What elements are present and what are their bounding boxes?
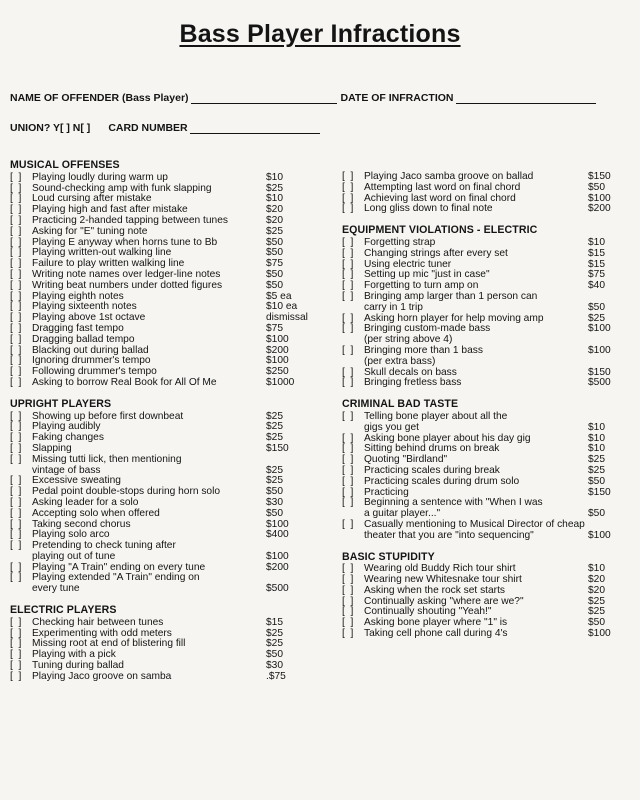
infraction-text: Failure to play written walking line — [32, 258, 185, 270]
fine-amount: $10 ea — [266, 301, 298, 313]
infraction-text: Forgetting strap — [364, 236, 436, 248]
checkbox[interactable]: [ ] — [10, 660, 22, 672]
infraction-item — [342, 183, 634, 194]
checkbox[interactable]: [ ] — [342, 344, 354, 356]
checkbox[interactable]: [ ] — [10, 268, 22, 280]
section-title: EQUIPMENT VIOLATIONS - ELECTRIC — [342, 224, 538, 237]
infraction-text: Quoting "Birdland" — [364, 454, 448, 466]
checkbox[interactable]: [ ] — [10, 355, 22, 367]
infraction-text: Changing strings after every set — [364, 247, 508, 259]
infraction-item — [342, 423, 634, 434]
infraction-text: Asking for "E" tuning note — [32, 225, 148, 237]
fine-amount: $10 — [588, 563, 605, 575]
section-title: ELECTRIC PLAYERS — [10, 604, 117, 617]
fine-amount: $150 — [588, 171, 611, 182]
infraction-text: Using electric tuner — [364, 258, 452, 270]
checkbox[interactable]: [ ] — [10, 225, 22, 237]
infraction-text: Showing up before first downbeat — [32, 410, 184, 422]
fine-amount: $50 — [588, 508, 605, 520]
fine-amount: $50 — [266, 279, 283, 291]
checkbox[interactable]: [ ] — [342, 290, 354, 302]
fine-amount: $1000 — [266, 376, 295, 388]
fine-amount: $100 — [588, 344, 611, 356]
infraction-text: Asking horn player for help moving amp — [364, 312, 544, 324]
infraction-item — [342, 357, 634, 368]
infraction-text: Playing Jaco groove on samba — [32, 670, 172, 682]
checkbox[interactable]: [ ] — [342, 595, 354, 607]
checkbox[interactable]: [ ] — [10, 638, 22, 650]
infraction-text: Playing with a pick — [32, 649, 116, 661]
infraction-text: Asking to borrow Real Book for All Of Me — [32, 376, 217, 388]
fine-amount: $100 — [266, 518, 289, 530]
section-upright-players — [10, 399, 316, 595]
checkbox[interactable]: [ ] — [342, 280, 354, 292]
fine-amount: $150 — [588, 486, 611, 498]
checkbox[interactable]: [ ] — [342, 236, 354, 248]
fine-amount: $250 — [266, 366, 289, 378]
fine-amount: $75 — [266, 322, 283, 334]
fine-amount: $500 — [266, 583, 289, 595]
infraction-text: Playing "A Train" ending on every tune — [32, 561, 206, 573]
infraction-text: Continually shouting "Yeah!" — [364, 606, 492, 618]
checkbox[interactable]: [ ] — [342, 563, 354, 575]
fine-amount: $200 — [266, 344, 289, 356]
offender-field-row — [10, 92, 596, 104]
fine-amount: $20 — [266, 204, 283, 216]
fine-amount: $50 — [266, 507, 283, 519]
right-column — [342, 172, 634, 650]
infraction-text: Excessive sweating — [32, 475, 121, 487]
infraction-item — [10, 227, 316, 238]
checkbox[interactable]: [ ] — [342, 606, 354, 618]
checkbox[interactable]: [ ] — [10, 410, 22, 422]
fine-amount: $200 — [588, 203, 611, 215]
checkbox[interactable]: [ ] — [342, 377, 354, 389]
fine-amount: $15 — [266, 616, 283, 628]
infraction-text: Missing tutti lick, then mentioning — [32, 453, 182, 465]
checkbox[interactable]: [ ] — [10, 182, 22, 194]
section-criminal-bad-taste — [342, 399, 634, 541]
infraction-text: Practicing scales during drum solo — [364, 475, 520, 487]
checkbox[interactable]: [ ] — [10, 432, 22, 444]
infraction-text: Accepting solo when offered — [32, 507, 160, 519]
infraction-item — [10, 378, 316, 389]
checkbox[interactable]: [ ] — [10, 475, 22, 487]
infraction-text: carry in 1 trip — [364, 301, 423, 313]
infraction-text: gigs you get — [364, 421, 419, 433]
infraction-text: Wearing old Buddy Rich tour shirt — [364, 563, 516, 575]
checkbox[interactable]: [ ] — [10, 247, 22, 259]
checkbox[interactable]: [ ] — [10, 518, 22, 530]
infraction-item — [10, 173, 316, 184]
fine-amount: $25 — [266, 475, 283, 487]
fine-amount: $10 — [266, 171, 283, 183]
infraction-item — [342, 204, 634, 215]
fine-amount: $10 — [588, 443, 605, 455]
checkbox[interactable]: [ ] — [10, 376, 22, 388]
fine-amount: $20 — [588, 574, 605, 586]
union-label: UNION? Y[ ] N[ ] — [10, 122, 91, 134]
infraction-text: Telling bone player about all the — [364, 410, 508, 422]
fine-amount: $30 — [266, 496, 283, 508]
fine-amount: $75 — [588, 269, 605, 281]
infraction-text: Playing sixteenth notes — [32, 301, 137, 313]
section-equipment-violations-electric — [342, 225, 634, 389]
date-label: DATE OF INFRACTION — [340, 92, 454, 104]
section-title: MUSICAL OFFENSES — [10, 159, 120, 171]
checkbox[interactable]: [ ] — [342, 203, 354, 215]
fine-amount: $15 — [588, 247, 605, 259]
infraction-item — [10, 672, 316, 683]
fine-amount: $15 — [588, 258, 605, 270]
infraction-text: Attempting last word on final chord — [364, 181, 521, 193]
checkbox[interactable]: [ ] — [342, 464, 354, 476]
fine-amount: $50 — [266, 268, 283, 280]
infraction-text: Asking leader for a solo — [32, 496, 139, 508]
infraction-text: Achieving last word on final chord — [364, 192, 516, 204]
infraction-text: Following drummer's tempo — [32, 366, 157, 378]
infraction-text: Playing loudly during warm up — [32, 171, 168, 183]
checkbox[interactable]: [ ] — [10, 507, 22, 519]
fine-amount: $50 — [266, 486, 283, 498]
checkbox[interactable]: [ ] — [10, 561, 22, 573]
checkbox[interactable]: [ ] — [342, 486, 354, 498]
infraction-text: Asking bone player where "1" is — [364, 617, 508, 629]
checkbox[interactable]: [ ] — [10, 344, 22, 356]
fine-amount: dismissal — [266, 312, 308, 324]
infraction-text: Bringing amp larger than 1 person can — [364, 290, 538, 302]
infraction-text: playing out of tune — [32, 550, 116, 562]
checkbox[interactable]: [ ] — [342, 628, 354, 640]
infraction-item — [10, 335, 316, 346]
fine-amount: $25 — [266, 410, 283, 422]
fine-amount: $10 — [588, 432, 605, 444]
fine-amount: $25 — [266, 432, 283, 444]
section-title: CRIMINAL BAD TASTE — [342, 398, 459, 411]
checkbox[interactable]: [ ] — [342, 323, 354, 335]
fine-amount: $25 — [266, 421, 283, 433]
infraction-item — [10, 584, 316, 595]
offender-name-blank[interactable] — [191, 102, 337, 104]
fine-amount: $25 — [266, 225, 283, 237]
section-title: BASIC STUPIDITY — [342, 550, 435, 563]
infraction-text: Dragging ballad tempo — [32, 333, 135, 345]
section-basic-stupidity — [342, 552, 634, 640]
page-title: Bass Player Infractions — [179, 20, 461, 48]
fine-amount: $25 — [588, 454, 605, 466]
infraction-text: Long gliss down to final note — [364, 203, 493, 215]
infraction-text: Writing note names over ledger-line notes — [32, 268, 221, 280]
infraction-item — [342, 477, 634, 488]
section-musical-offenses — [10, 160, 316, 389]
infraction-text: (per string above 4) — [364, 334, 453, 346]
checkbox[interactable]: [ ] — [342, 410, 354, 422]
checkbox[interactable]: [ ] — [10, 214, 22, 226]
fine-amount: $100 — [266, 550, 289, 562]
infraction-text: Taking cell phone call during 4's — [364, 628, 508, 640]
checkbox[interactable]: [ ] — [10, 453, 22, 465]
infraction-text: Playing above 1st octave — [32, 312, 146, 324]
infraction-item — [342, 303, 634, 314]
checkbox[interactable]: [ ] — [10, 421, 22, 433]
card-number-blank[interactable] — [190, 132, 320, 134]
fine-amount: $25 — [266, 627, 283, 639]
offender-label: NAME OF OFFENDER (Bass Player) — [10, 92, 189, 104]
fine-amount: $100 — [588, 192, 611, 204]
fine-amount: $10 — [266, 193, 283, 205]
checkbox[interactable]: [ ] — [342, 181, 354, 193]
checkbox[interactable]: [ ] — [10, 193, 22, 205]
checkbox[interactable]: [ ] — [342, 584, 354, 596]
fine-amount: $50 — [266, 247, 283, 259]
fine-amount: $25 — [588, 312, 605, 324]
fine-amount: $75 — [266, 258, 283, 270]
infraction-text: Pedal point double-stops during horn solo — [32, 486, 221, 498]
section-continued — [342, 172, 634, 215]
fine-amount: $50 — [588, 181, 605, 193]
infraction-item — [342, 249, 634, 260]
checkbox[interactable]: [ ] — [10, 529, 22, 541]
fine-amount: $100 — [266, 355, 289, 367]
infraction-text: Checking hair between tunes — [32, 616, 164, 628]
checkbox[interactable]: [ ] — [10, 572, 22, 584]
infraction-text: Faking changes — [32, 432, 104, 444]
infraction-text: Tuning during ballad — [32, 660, 124, 672]
fine-amount: $25 — [266, 464, 283, 476]
fine-amount: $50 — [266, 236, 283, 248]
date-blank[interactable] — [456, 102, 596, 104]
checkbox[interactable]: [ ] — [342, 258, 354, 270]
left-column — [10, 160, 316, 693]
fine-amount: $200 — [266, 561, 289, 573]
checkbox[interactable]: [ ] — [10, 236, 22, 248]
infraction-text: Bringing custom-made bass — [364, 323, 491, 335]
fine-amount: $50 — [588, 617, 605, 629]
infraction-text: Pretending to check tuning after — [32, 540, 176, 552]
checkbox[interactable]: [ ] — [342, 269, 354, 281]
infraction-text: a guitar player..." — [364, 508, 441, 520]
infraction-text: Continually asking "where are we?" — [364, 595, 524, 607]
fine-amount: $10 — [588, 236, 605, 248]
checkbox[interactable]: [ ] — [10, 616, 22, 628]
infraction-text: Blacking out during ballad — [32, 344, 149, 356]
fine-amount: $50 — [588, 301, 605, 313]
infraction-text: Playing solo arco — [32, 529, 110, 541]
infraction-text: Bringing more than 1 bass — [364, 344, 483, 356]
fine-amount: $500 — [588, 377, 611, 389]
fine-amount: $25 — [266, 638, 283, 650]
infraction-item — [342, 629, 634, 640]
infraction-text: Practicing scales during break — [364, 464, 500, 476]
checkbox[interactable]: [ ] — [10, 279, 22, 291]
fine-amount: $50 — [588, 475, 605, 487]
checkbox[interactable]: [ ] — [10, 204, 22, 216]
infraction-text: Playing extended "A Train" ending on — [32, 572, 200, 584]
checkbox[interactable]: [ ] — [342, 247, 354, 259]
checkbox[interactable]: [ ] — [10, 322, 22, 334]
fine-amount: $150 — [588, 366, 611, 378]
infraction-text: Sound-checking amp with funk slapping — [32, 182, 212, 194]
infraction-text: Experimenting with odd meters — [32, 627, 172, 639]
checkbox[interactable]: [ ] — [10, 627, 22, 639]
checkbox[interactable]: [ ] — [342, 475, 354, 487]
infraction-text: every tune — [32, 583, 80, 595]
fine-amount: $5 ea — [266, 290, 292, 302]
checkbox[interactable]: [ ] — [10, 171, 22, 183]
checkbox[interactable]: [ ] — [342, 366, 354, 378]
infraction-text: Sitting behind drums on break — [364, 443, 500, 455]
checkbox[interactable]: [ ] — [10, 258, 22, 270]
fine-amount: $50 — [266, 649, 283, 661]
infraction-text: Wearing new Whitesnake tour shirt — [364, 574, 522, 586]
infraction-text: Forgetting to turn amp on — [364, 280, 479, 292]
checkbox[interactable]: [ ] — [10, 670, 22, 682]
union-field-row — [10, 122, 320, 134]
checkbox[interactable]: [ ] — [342, 574, 354, 586]
infraction-text: Ignoring drummer's tempo — [32, 355, 151, 367]
checkbox[interactable]: [ ] — [342, 312, 354, 324]
fine-amount: $40 — [588, 280, 605, 292]
checkbox[interactable]: [ ] — [10, 312, 22, 324]
checkbox[interactable]: [ ] — [342, 192, 354, 204]
infraction-text: Skull decals on bass — [364, 366, 457, 378]
infraction-item — [342, 378, 634, 389]
infraction-text: Casually mentioning to Musical Director of cheap — [364, 518, 585, 530]
fine-amount: $150 — [266, 442, 289, 454]
infraction-text: Dragging fast tempo — [32, 322, 124, 334]
checkbox[interactable]: [ ] — [342, 518, 354, 530]
checkbox[interactable]: [ ] — [342, 497, 354, 509]
infraction-text: Playing written-out walking line — [32, 247, 172, 259]
checkbox[interactable]: [ ] — [10, 486, 22, 498]
fine-amount: $25 — [266, 182, 283, 194]
infraction-text: Playing high and fast after mistake — [32, 204, 188, 216]
infraction-item — [342, 531, 634, 542]
fine-amount: $25 — [588, 464, 605, 476]
checkbox[interactable]: [ ] — [10, 540, 22, 552]
checkbox[interactable]: [ ] — [342, 443, 354, 455]
checkbox[interactable]: [ ] — [342, 454, 354, 466]
infraction-text: Practicing — [364, 486, 409, 498]
checkbox[interactable]: [ ] — [342, 617, 354, 629]
checkbox[interactable]: [ ] — [10, 301, 22, 313]
infraction-text: (per extra bass) — [364, 355, 436, 367]
fine-amount: $100 — [588, 628, 611, 640]
checkbox[interactable]: [ ] — [10, 649, 22, 661]
infraction-item — [10, 509, 316, 520]
infraction-text: Playing eighth notes — [32, 290, 124, 302]
fine-amount: $20 — [266, 214, 283, 226]
section-title: UPRIGHT PLAYERS — [10, 397, 112, 410]
infraction-item — [10, 455, 316, 466]
infraction-text: Missing root at end of blistering fill — [32, 638, 186, 650]
fine-amount: $30 — [266, 660, 283, 672]
infraction-text: Asking bone player about his day gig — [364, 432, 531, 444]
infraction-text: Writing beat numbers under dotted figures — [32, 279, 223, 291]
fine-amount: $10 — [588, 421, 605, 433]
infraction-text: Playing Jaco samba groove on ballad — [364, 171, 534, 182]
checkbox[interactable]: [ ] — [10, 366, 22, 378]
card-number-label: CARD NUMBER — [108, 122, 188, 134]
fine-amount: $25 — [588, 595, 605, 607]
infraction-text: Asking when the rock set starts — [364, 584, 505, 596]
fine-amount: $400 — [266, 529, 289, 541]
section-electric-players — [10, 605, 316, 683]
fine-amount: $100 — [588, 529, 611, 541]
fine-amount: .$75 — [266, 670, 286, 682]
infraction-text: Playing audibly — [32, 421, 101, 433]
checkbox[interactable]: [ ] — [10, 290, 22, 302]
infraction-text: Slapping — [32, 442, 72, 454]
infraction-text: theater that you are "into sequencing" — [364, 529, 534, 541]
fine-amount: $100 — [588, 323, 611, 335]
infraction-text: Loud cursing after mistake — [32, 193, 152, 205]
infraction-text: Bringing fretless bass — [364, 377, 462, 389]
checkbox[interactable]: [ ] — [10, 333, 22, 345]
checkbox[interactable]: [ ] — [342, 171, 354, 182]
infraction-item — [10, 281, 316, 292]
infraction-text: Taking second chorus — [32, 518, 131, 530]
checkbox[interactable]: [ ] — [10, 442, 22, 454]
fine-amount: $100 — [266, 333, 289, 345]
fine-amount: $25 — [588, 606, 605, 618]
infraction-text: Setting up mic "just in case" — [364, 269, 490, 281]
fine-amount: $20 — [588, 584, 605, 596]
infraction-text: Practicing 2-handed tapping between tunes — [32, 214, 228, 226]
infraction-text: Beginning a sentence with "When I was — [364, 497, 543, 509]
checkbox[interactable]: [ ] — [10, 496, 22, 508]
checkbox[interactable]: [ ] — [342, 432, 354, 444]
infraction-text: vintage of bass — [32, 464, 101, 476]
infraction-text: Playing E anyway when horns tune to Bb — [32, 236, 218, 248]
